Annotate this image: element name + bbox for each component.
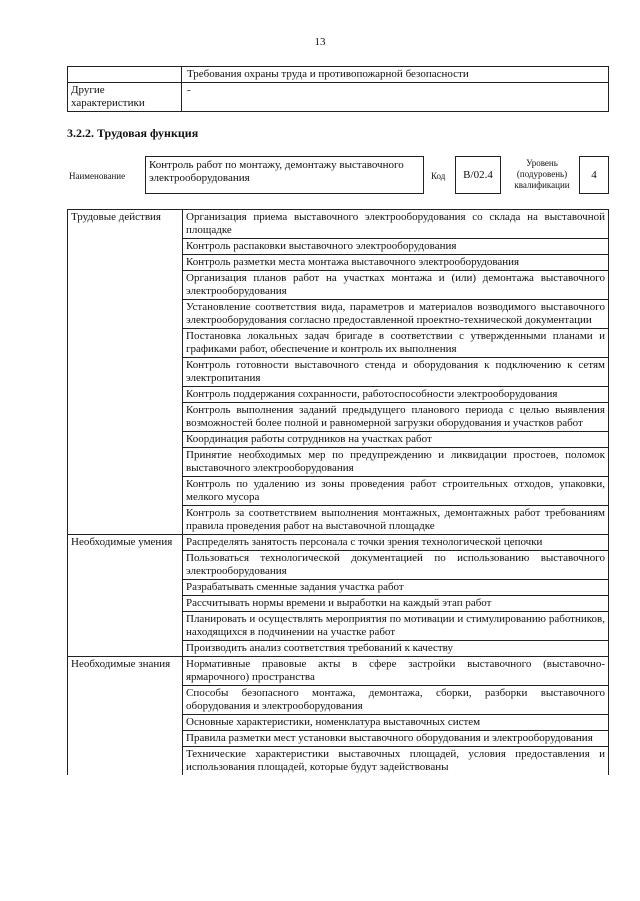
code-label: Код [431, 171, 446, 181]
labor-function-table [67, 209, 609, 775]
other-characteristics-value: - [182, 83, 609, 112]
code-value-box: B/02.4 [455, 156, 501, 194]
list-item: Контроль готовности выставочного стенда и оборудования к подключению к сетям электропитания [183, 358, 609, 387]
function-name-box: Контроль работ по монтажу, демонтажу выставочного электрооборудования [145, 156, 424, 194]
list-item: Организация приема выставочного электрооборудования со склада на выставочной площадке [183, 210, 609, 239]
list-item: Установление соответствия вида, параметров и материалов возводимого выставочного электрооборудования согласно предоставленной проектно-технической документации [183, 300, 609, 329]
list-item: Организация планов работ на участках монтажа и (или) демонтажа выставочного электрооборудования [183, 271, 609, 300]
table-row [68, 210, 609, 239]
list-item: Постановка локальных задач бригаде в соответствии с утвержденными планами и графиками работ, обеспечение и контроль их выполнения [183, 329, 609, 358]
requirements-table [67, 66, 609, 112]
level-value-box: 4 [579, 156, 609, 194]
list-item: Принятие необходимых мер по предупреждению и ликвидации простоев, поломок выставочного электрооборудования [183, 448, 609, 477]
page-number: 13 [314, 36, 326, 48]
list-item: Контроль разметки места монтажа выставочного электрооборудования [183, 255, 609, 271]
required-knowledge-label: Необходимые знания [68, 657, 183, 776]
list-item: Разрабатывать сменные задания участка работ [183, 580, 609, 596]
requirements-cell: Требования охраны труда и противопожарной безопасности [182, 67, 609, 83]
level-label [510, 158, 574, 191]
list-item: Нормативные правовые акты в сфере застройки выставочного (выставочно-ярмарочного) пространства [183, 657, 609, 686]
list-item: Контроль поддержания сохранности, работоспособности электрооборудования [183, 387, 609, 403]
list-item: Основные характеристики, номенклатура выставочных систем [183, 715, 609, 731]
list-item: Распределять занятость персонала с точки зрения технологической цепочки [183, 535, 609, 551]
list-item: Технические характеристики выставочных площадей, условия предоставления и использования площадей, которые будут задействованы [183, 747, 609, 776]
list-item: Контроль распаковки выставочного электрооборудования [183, 239, 609, 255]
name-label: Наименование [69, 171, 126, 181]
labor-actions-label: Трудовые действия [68, 210, 183, 535]
table-row [68, 67, 609, 83]
section-title: 3.2.2. Трудовая функция [67, 126, 199, 140]
list-item: Планировать и осуществлять мероприятия по мотивации и стимулированию работников, находящихся в подчинении на участке работ [183, 612, 609, 641]
level-label-line-3: квалификации [514, 180, 570, 190]
other-characteristics-label: Другие характеристики [68, 83, 182, 112]
list-item: Контроль по удалению из зоны проведения работ строительных отходов, упаковки, мелкого мусора [183, 477, 609, 506]
level-label-line-2: (подуровень) [516, 169, 568, 179]
list-item: Рассчитывать нормы времени и выработки на каждый этап работ [183, 596, 609, 612]
table-row [68, 535, 609, 551]
list-item: Правила разметки мест установки выставочного оборудования и электрооборудования [183, 731, 609, 747]
empty-cell [68, 67, 182, 83]
table-row [68, 657, 609, 686]
list-item: Производить анализ соответствия требований к качеству [183, 641, 609, 657]
level-label-line-1: Уровень [526, 158, 558, 168]
list-item: Контроль выполнения заданий предыдущего планового периода с целью выявления возможностей более полной и равномерной загрузки оборудования и участков работ [183, 403, 609, 432]
table-row [68, 83, 609, 112]
list-item: Способы безопасного монтажа, демонтажа, сборки, разборки выставочного оборудования и электрооборудования [183, 686, 609, 715]
required-skills-label: Необходимые умения [68, 535, 183, 657]
list-item: Пользоваться технологической документацией по использованию выставочного электрооборудования [183, 551, 609, 580]
list-item: Контроль за соответствием выполнения монтажных, демонтажных работ требованиям правила проведения работ на выставочной площадке [183, 506, 609, 535]
list-item: Координация работы сотрудников на участках работ [183, 432, 609, 448]
